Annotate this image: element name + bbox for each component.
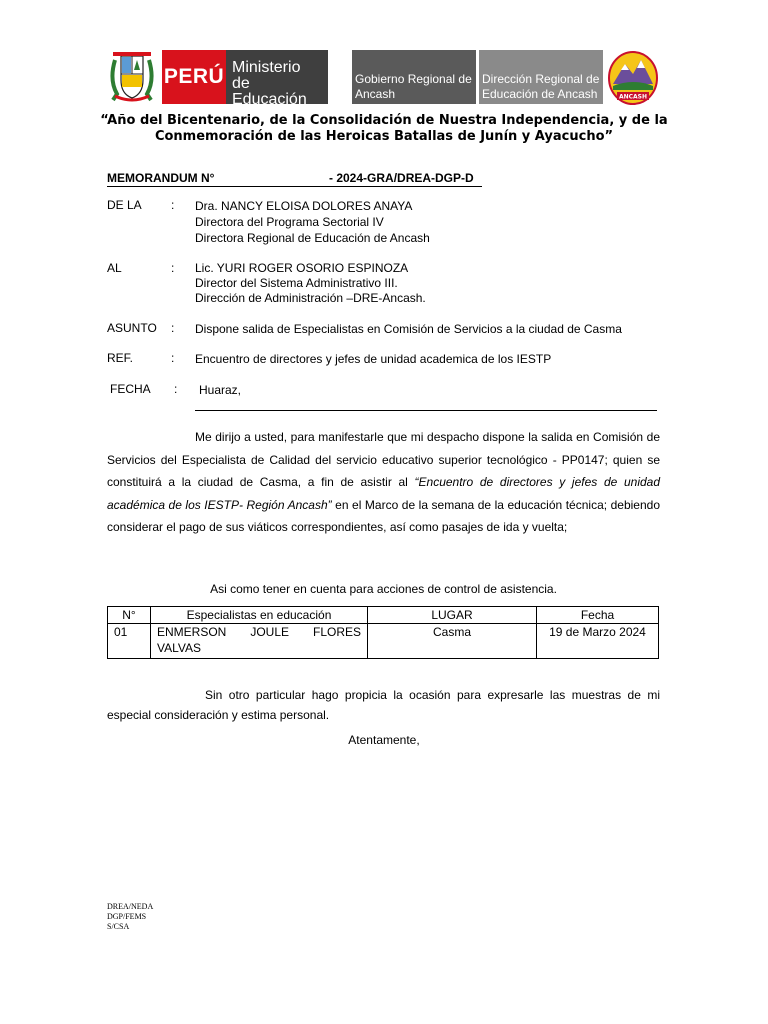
ministerio-label	[226, 50, 328, 108]
peru-coat-of-arms-icon	[107, 50, 157, 104]
attentively-text: Atentamente,	[348, 733, 420, 747]
al-role-1: Director del Sistema Administrativo III.	[195, 276, 398, 290]
p1-text-b: en el Marco de la semana de la educación técnica; debiendo considerar el pago de sus viáticos correspondientes, así como pasajes de ida y vuelta;	[107, 497, 660, 534]
year-motto	[100, 113, 668, 145]
direccion-regional-label	[479, 50, 603, 104]
al-role-2: Dirección de Administración –DRE-Ancash.	[195, 291, 426, 305]
table-cell-num: 01	[108, 624, 151, 659]
initials-line-1: DREA/NEDA	[107, 902, 154, 911]
table-cell-date: 19 de Marzo 2024	[537, 624, 659, 659]
de-la-role-1: Directora del Programa Sectorial IV	[195, 215, 384, 229]
ref-value: Encuentro de directores y jefes de unidad academica de los IESTP	[195, 352, 552, 366]
asunto-label: ASUNTO	[107, 321, 157, 335]
de-la-label: DE LA	[107, 198, 142, 212]
fecha-label: FECHA	[110, 382, 151, 396]
p1-text-a: Me dirijo a usted, para manifestarle que mi despacho dispone la salida en Comisión de Servicios del Especialista de Calidad del servicio educativo superior tecnológico - PP0147; quien se constituirá a la ciudad de Casma, a fin de asistir al	[107, 430, 660, 489]
ref-colon: :	[171, 351, 175, 365]
ministerio-line-2: de Educación	[232, 75, 307, 108]
gobierno-regional-label	[352, 50, 476, 104]
memorandum-label: MEMORANDUM N°	[107, 171, 215, 185]
logo-text: ANCASH	[618, 93, 648, 101]
table-header-num: N°	[108, 607, 151, 624]
closing-paragraph	[107, 685, 660, 725]
fecha-colon: :	[174, 382, 178, 396]
body-paragraph-1	[107, 426, 660, 539]
table-header-date: Fecha	[537, 607, 659, 624]
de-la-role-2: Directora Regional de Educación de Ancash	[195, 231, 430, 245]
al-colon: :	[171, 261, 175, 275]
gob-line-2: Ancash	[355, 87, 396, 101]
ref-label: REF.	[107, 351, 134, 365]
letterhead	[107, 48, 663, 106]
asunto-colon: :	[171, 321, 175, 335]
specialists-table	[107, 606, 659, 659]
peru-label: PERÚ	[163, 65, 225, 88]
memorandum-number: - 2024-GRA/DREA-DGP-D	[329, 171, 474, 185]
al-name: Lic. YURI ROGER OSORIO ESPINOZA	[195, 261, 409, 275]
dre-ancash-logo-icon	[607, 48, 659, 106]
motto-line-2: Conmemoración de las Heroicas Batallas de Junín y Ayacucho”	[154, 129, 614, 144]
reference-initials	[107, 902, 153, 932]
minedu-logo	[162, 50, 328, 108]
table-header-specialist: Especialistas en educación	[151, 607, 368, 624]
closing-text: Sin otro particular hago propicia la ocasión para expresarle las muestras de mi especial consideración y estima personal.	[107, 688, 660, 722]
body-paragraph-2: Asi como tener en cuenta para acciones de control de asistencia.	[210, 582, 557, 596]
gob-line-1: Gobierno Regional de	[355, 72, 472, 86]
al-value	[195, 261, 426, 306]
al-label: AL	[107, 261, 122, 275]
header-divider-line	[195, 410, 657, 411]
de-la-name: Dra. NANCY ELOISA DOLORES ANAYA	[195, 199, 413, 213]
table-cell-place: Casma	[368, 624, 537, 659]
motto-line-1: “Año del Bicentenario, de la Consolidación de Nuestra Independencia, y de la	[100, 113, 668, 128]
p1-event-name: “Encuentro de directores y jefes de unidad académica de los IESTP- Región Ancash”	[107, 475, 661, 512]
fecha-value: Huaraz,	[199, 383, 242, 397]
dre-line-1: Dirección Regional de	[482, 72, 600, 86]
table-row	[108, 624, 659, 659]
de-la-value	[195, 198, 430, 246]
initials-line-3: S/CSA	[107, 922, 130, 931]
memorandum-title	[107, 171, 482, 187]
asunto-value: Dispone salida de Especialistas en Comisión de Servicios a la ciudad de Casma	[195, 322, 622, 336]
dre-line-2: Educación de Ancash	[482, 87, 598, 101]
table-cell-name: ENMERSON JOULE FLORES VALVAS	[151, 624, 368, 659]
table-header-place: LUGAR	[368, 607, 537, 624]
table-header-row	[108, 607, 659, 624]
ministerio-line-1: Ministerio	[232, 59, 301, 76]
initials-line-2: DGP/FEMS	[107, 912, 147, 921]
de-la-colon: :	[171, 198, 175, 212]
